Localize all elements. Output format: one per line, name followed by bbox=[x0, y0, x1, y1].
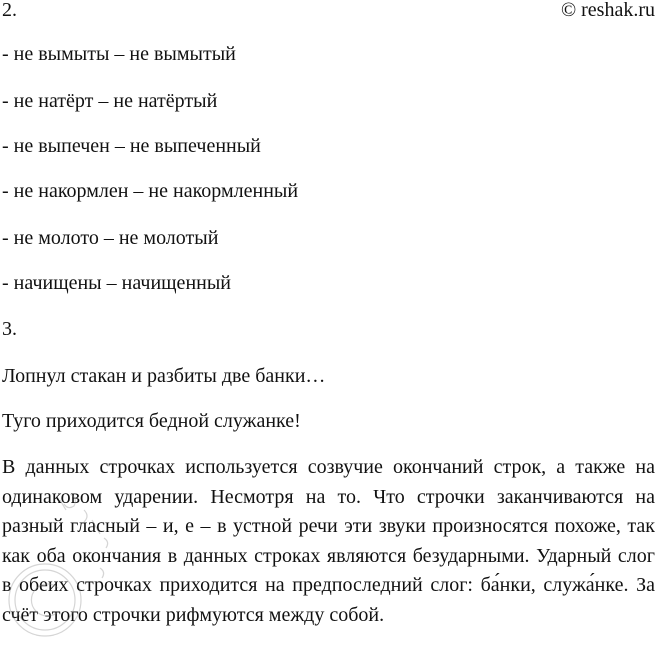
task3-number: 3. bbox=[2, 318, 17, 340]
explanation-paragraph: В данных строчках используется созвучие окончаний строк, а также на одинаковом ударении. Несмотря на то. Что строчки заканчиваются на разный гласный – и, е – в устной речи эти звуки произносятся похоже, так как оба окончания в данных строках являются безударными. Ударный слог в обеих строчках приходится на предпоследний слог: ба́нки, служа́нке. За счёт этого строчки рифмуются между собой. bbox=[2, 456, 655, 626]
copyright-label: © reshak.ru bbox=[560, 0, 655, 21]
list-item: - не выпечен – не выпеченный bbox=[2, 135, 261, 157]
list-item: - начищены – начищенный bbox=[2, 272, 231, 294]
task2-number: 2. bbox=[2, 0, 17, 21]
list-item: - не накормлен – не накормленный bbox=[2, 180, 299, 202]
poem-line: Туго приходится бедной служанке! bbox=[2, 410, 301, 432]
poem-line: Лопнул стакан и разбиты две банки… bbox=[2, 365, 326, 387]
list-item: - не вымыты – не вымытый bbox=[2, 43, 236, 65]
list-item: - не молото – не молотый bbox=[2, 227, 219, 249]
list-item: - не натёрт – не натёртый bbox=[2, 90, 218, 112]
